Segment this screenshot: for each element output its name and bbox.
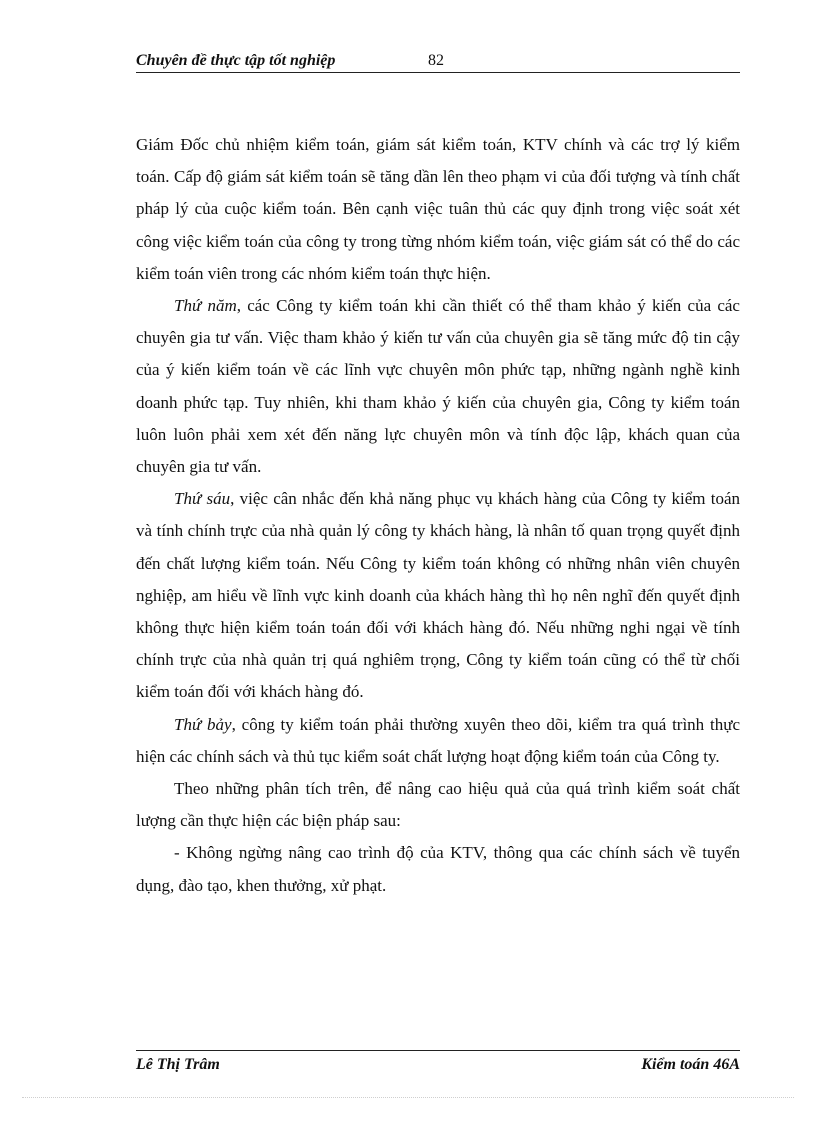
paragraph-1: Giám Đốc chủ nhiệm kiểm toán, giám sát kiểm toán, KTV chính và các trợ lý kiểm toán. Cấp độ giám sát kiểm toán sẽ tăng dần lên theo phạm vi của đối tượng và tính chất pháp lý của cuộc kiểm toán. Bên cạnh việc tuân thủ các quy định trong việc soát xét công việc kiểm toán của công ty trong từng nhóm kiểm toán, việc giám sát có thể do các kiểm toán viên trong các nhóm kiểm toán thực hiện. bbox=[136, 135, 740, 283]
paragraph-3-text: , việc cân nhắc đến khả năng phục vụ khách hàng của Công ty kiểm toán và tính chính trực của nhà quản lý công ty khách hàng, là nhân tố quan trọng quyết định đến chất lượng kiểm toán. Nếu Công ty kiểm toán không có những nhân viên chuyên nghiệp, am hiểu về lĩnh vực kinh doanh của khách hàng thì họ nên nghĩ đến quyết định không thực hiện kiểm toán toán đối với khách hàng đó. Nếu những nghi ngại về tính chính trực của nhà quản trị quá nghiêm trọng, Công ty kiểm toán cũng có thể từ chối kiểm toán đối với khách hàng đó. bbox=[136, 489, 740, 702]
paragraph-4-lead: Thứ bảy bbox=[174, 714, 232, 734]
footer-class: Kiểm toán 46A bbox=[641, 1056, 740, 1073]
page-footer bbox=[136, 1050, 740, 1077]
page-header bbox=[136, 50, 740, 73]
paragraph-4-text: , công ty kiểm toán phải thường xuyên theo dõi, kiểm tra quá trình thực hiện các chính sách và thủ tục kiểm soát chất lượng hoạt động kiểm toán của Công ty. bbox=[136, 714, 740, 766]
footer-author: Lê Thị Trâm bbox=[136, 1056, 220, 1073]
paragraph-5: Theo những phân tích trên, để nâng cao hiệu quả của quá trình kiểm soát chất lượng cần thực hiện các biện pháp sau: bbox=[136, 779, 740, 831]
paragraph-3-lead: Thứ sáu bbox=[174, 489, 231, 509]
page-edge-divider bbox=[22, 1097, 794, 1098]
paragraph-2 bbox=[136, 290, 740, 483]
paragraph-3 bbox=[136, 483, 740, 708]
paragraph-2-lead: Thứ năm bbox=[174, 296, 237, 316]
header-title: Chuyên đề thực tập tốt nghiệp bbox=[136, 52, 336, 69]
paragraph-4 bbox=[136, 709, 740, 773]
document-body bbox=[136, 129, 740, 902]
page-number: 82 bbox=[428, 52, 444, 69]
paragraph-6: - Không ngừng nâng cao trình độ của KTV, thông qua các chính sách về tuyển dụng, đào tạo, khen thưởng, xử phạt. bbox=[136, 843, 740, 895]
paragraph-2-text: , các Công ty kiểm toán khi cần thiết có thể tham khảo ý kiến của các chuyên gia tư vấn. Việc tham khảo ý kiến tư vấn của chuyên gia sẽ tăng mức độ tin cậy của ý kiến kiểm toán về các lĩnh vực chuyên môn phức tạp, những ngành nghề kinh doanh phức tạp. Tuy nhiên, khi tham khảo ý kiến của chuyên gia, Công ty kiểm toán luôn luôn phải xem xét đến năng lực chuyên môn và tính độc lập, khách quan của chuyên gia tư vấn. bbox=[136, 296, 740, 477]
